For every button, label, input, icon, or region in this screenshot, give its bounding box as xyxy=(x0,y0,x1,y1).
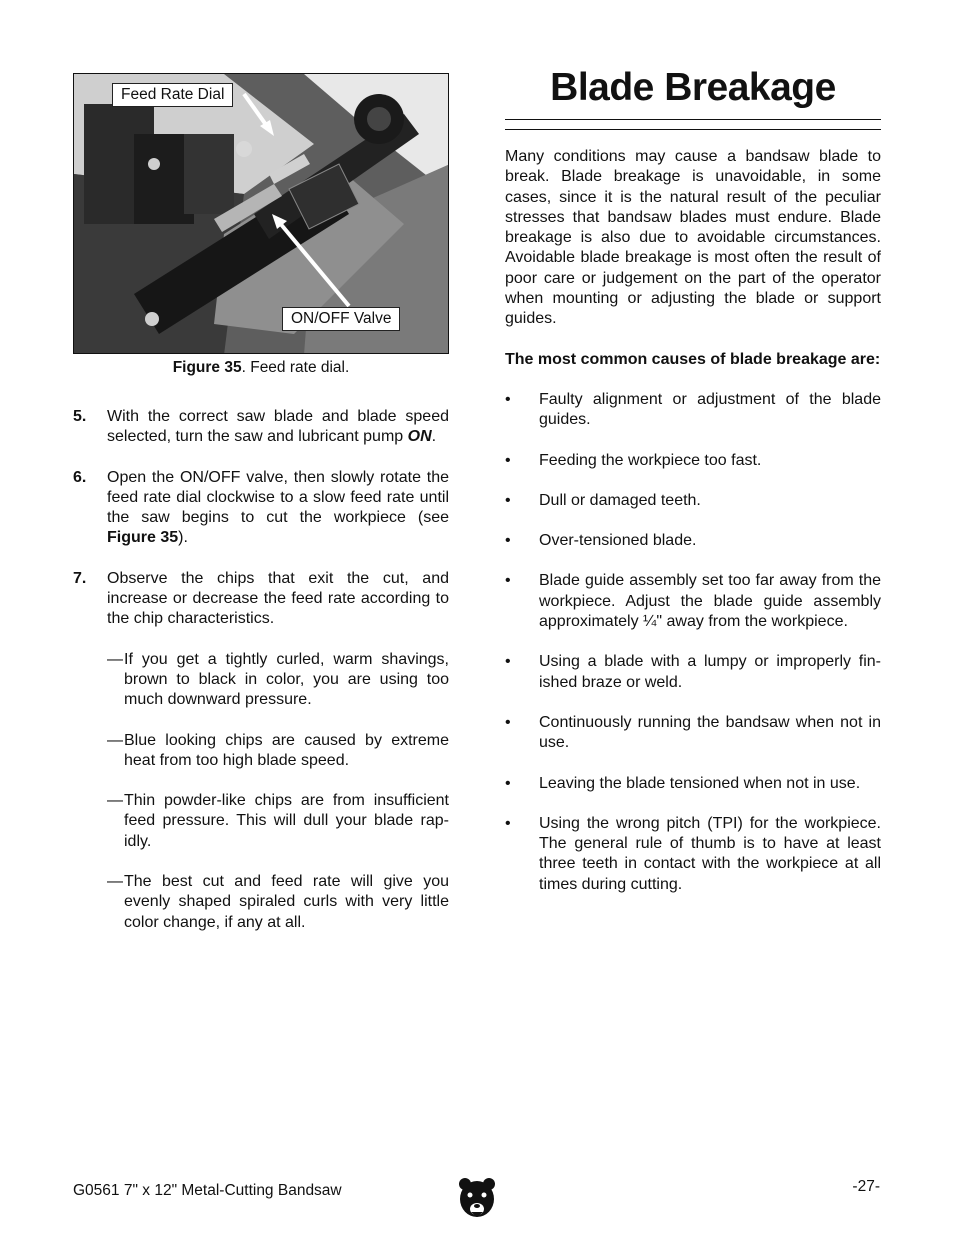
dash-text: Thin powder-like chips are from insufficient feed pressure. This will dull your blade rap-idly. xyxy=(124,792,449,850)
step-text xyxy=(107,407,449,448)
step-number: 5. xyxy=(73,408,87,425)
causes-lead: The most common causes of blade breakage are: xyxy=(505,350,881,368)
list-item xyxy=(505,531,881,551)
title-rule-top xyxy=(505,119,881,120)
section-title: Blade Breakage xyxy=(550,66,836,109)
list-item xyxy=(505,491,881,511)
bullet-mark: • xyxy=(505,774,511,792)
step-text-part: ). xyxy=(178,529,188,547)
dash-text: The best cut and feed rate will give you evenly shaped spiraled curls with very little color change, if any at all. xyxy=(124,873,449,931)
step-emphasis: Figure 35 xyxy=(107,529,179,547)
title-rule-bottom xyxy=(505,129,881,130)
step-number: 6. xyxy=(73,468,87,486)
bullet-text: Using a blade with a lumpy or improperly fin-ished braze or weld. xyxy=(539,653,881,691)
bullet-text: Blade guide assembly set too far away from the workpiece. Adjust the blade guide assembly approximately ¼" away from the workpiece. xyxy=(539,572,881,631)
bullet-mark: • xyxy=(505,572,511,590)
bear-logo-icon xyxy=(458,1177,496,1221)
dash-mark: — xyxy=(107,650,123,668)
page-number: -27- xyxy=(852,1178,880,1195)
bullet-text: Feeding the workpiece too fast. xyxy=(539,451,762,469)
step-item xyxy=(73,569,449,630)
bullet-text: Leaving the blade tensioned when not in use. xyxy=(539,774,861,792)
intro-paragraph: Many conditions may cause a bandsaw blade to break. Blade breakage is unavoidable, in some cases, since it is the natural result of the peculiar stresses that bandsaw blades must endure. Blade breakage is also due to avoidable circumstances. Avoidable blade breakage is most often the result of poor care or judgement on the part of the operator when mounting or adjusting the blade or support guides. xyxy=(505,148,881,328)
dash-text: Blue looking chips are caused by extreme heat from too high blade speed. xyxy=(124,731,449,769)
step-text-part: . xyxy=(431,428,437,446)
list-item xyxy=(505,390,881,431)
bullet-text: Faulty alignment or adjustment of the blade guides. xyxy=(539,390,881,429)
step-list xyxy=(73,407,449,933)
bullet-text: Dull or damaged teeth. xyxy=(539,491,701,509)
causes-list xyxy=(505,390,881,895)
list-item xyxy=(505,774,881,794)
step-text: Observe the chips that exit the cut, and increase or decrease the feed rate according to the chip characteristics. xyxy=(107,569,449,628)
dash-item xyxy=(107,731,449,772)
bullet-mark: • xyxy=(505,451,511,469)
step-item xyxy=(73,407,449,448)
step-text-part: With the correct saw blade and blade speed selected, turn the saw and lubricant pump xyxy=(107,408,449,446)
caption-label: Figure 35 xyxy=(172,359,242,376)
list-item xyxy=(505,652,881,693)
figure-35-photo xyxy=(73,73,449,354)
list-item xyxy=(505,451,881,471)
dash-mark: — xyxy=(107,873,123,891)
bullet-text: Over-tensioned blade. xyxy=(539,532,697,550)
dash-item xyxy=(107,791,449,852)
bullet-text: Continuously running the bandsaw when not in use. xyxy=(539,713,881,752)
dash-item xyxy=(107,650,449,711)
bullet-mark: • xyxy=(505,532,511,550)
list-item xyxy=(505,713,881,754)
callout-on-off-valve: ON/OFF Valve xyxy=(282,307,400,331)
step-item xyxy=(73,468,449,549)
dash-text: If you get a tightly curled, warm shavings, brown to black in color, you are using too much downward pressure. xyxy=(124,650,449,709)
step-number: 7. xyxy=(73,569,87,587)
step-text xyxy=(107,468,449,549)
left-column xyxy=(73,73,449,953)
figure-caption xyxy=(73,359,449,377)
right-column xyxy=(505,66,881,915)
list-item xyxy=(505,814,881,895)
step-text-part: Open the ON/OFF valve, then slowly rotate the feed rate dial clockwise to a slow feed rate until the saw begins to cut the workpiece (see xyxy=(107,468,449,527)
bullet-mark: • xyxy=(505,491,511,509)
bullet-text: Using the wrong pitch (TPI) for the workpiece. The general rule of thumb is to have at least three teeth in contact with the workpiece at all times during cutting. xyxy=(539,814,881,893)
step-emphasis: ON xyxy=(407,428,432,446)
dash-item xyxy=(107,872,449,933)
callout-feed-rate-dial: Feed Rate Dial xyxy=(112,83,233,107)
dash-mark: — xyxy=(107,792,123,810)
list-item xyxy=(505,571,881,632)
bullet-mark: • xyxy=(505,390,511,408)
caption-text: . Feed rate dial. xyxy=(241,359,350,376)
bullet-mark: • xyxy=(505,653,511,671)
bullet-mark: • xyxy=(505,713,511,731)
dash-mark: — xyxy=(107,731,123,749)
bullet-mark: • xyxy=(505,814,511,832)
footer-model: G0561 7" x 12" Metal-Cutting Bandsaw xyxy=(73,1182,342,1199)
